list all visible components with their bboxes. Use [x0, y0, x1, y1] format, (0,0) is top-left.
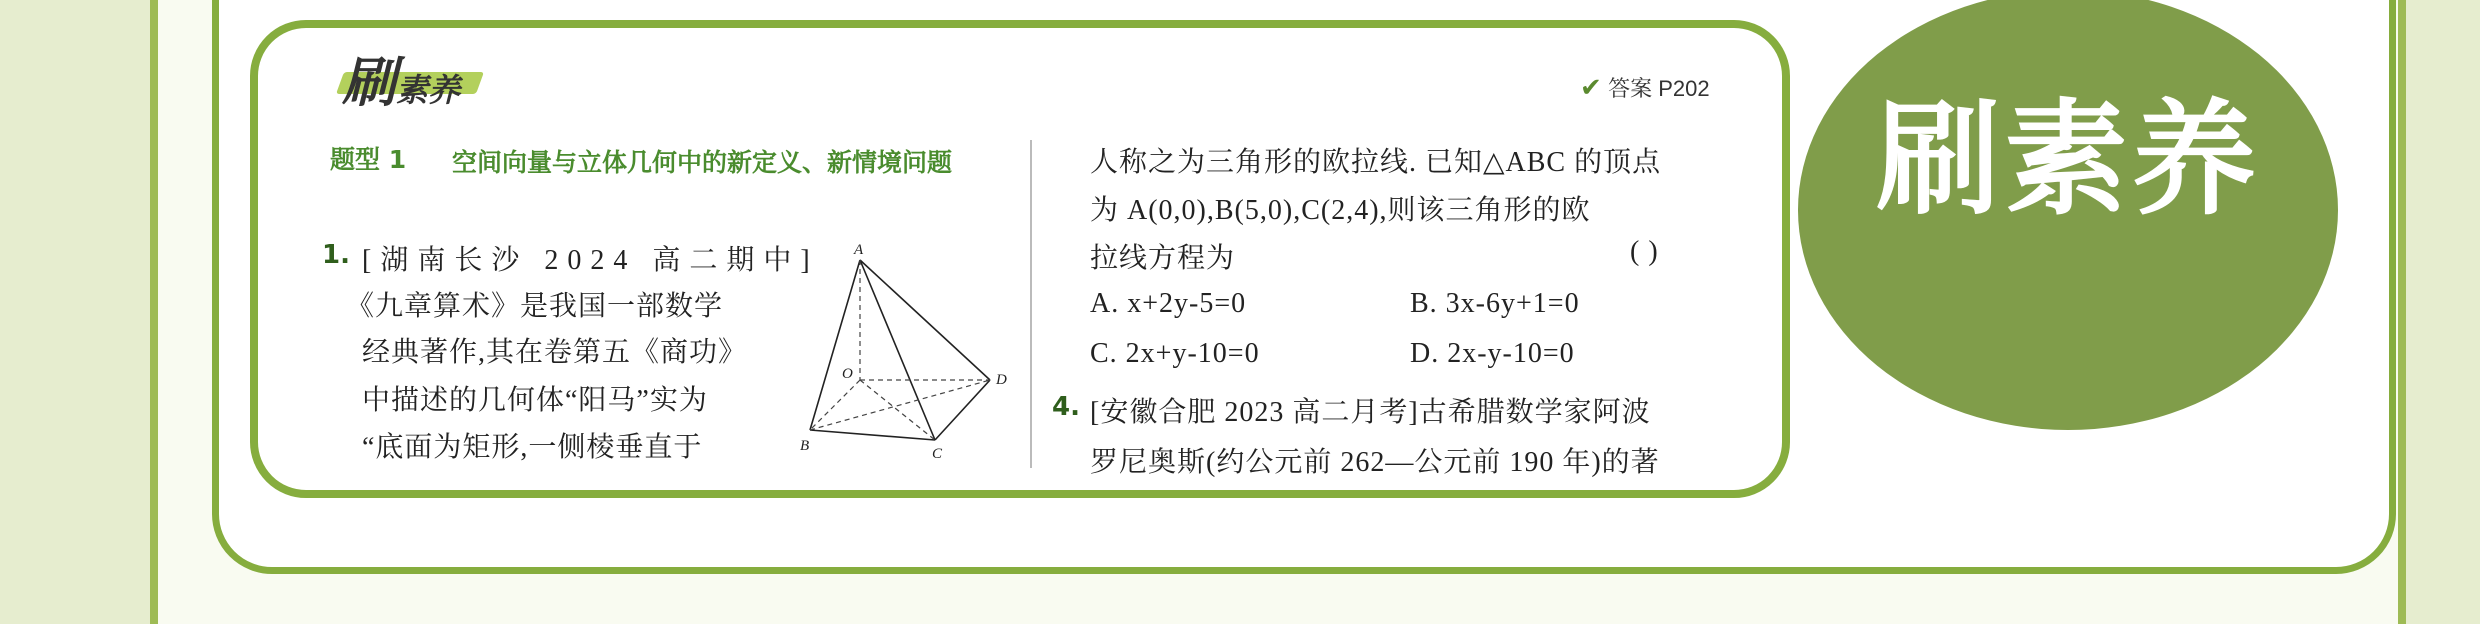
- section-title: [342, 40, 460, 117]
- label-C: C: [932, 446, 943, 460]
- label-O: O: [842, 366, 853, 382]
- right-margin: [2406, 0, 2480, 624]
- edge-BC: [810, 430, 935, 440]
- question-4-line: 罗尼奥斯(约公元前 262—公元前 190 年)的著: [1090, 447, 1660, 478]
- label-A: A: [854, 242, 864, 258]
- edge-CD: [935, 380, 990, 440]
- section-title-small: 素养: [396, 71, 461, 109]
- diagonal-OC: [860, 380, 935, 440]
- question-1-source: [湖南长沙 2024 高二期中]: [362, 245, 819, 276]
- left-margin: [0, 0, 150, 624]
- label-B: B: [800, 438, 810, 454]
- question-1-number: 1.: [322, 240, 350, 270]
- check-icon: ✔: [1580, 72, 1602, 102]
- diagonal-BD: [810, 380, 990, 430]
- edge-AD: [860, 260, 990, 380]
- topic-title: 空间向量与立体几何中的新定义、新情境问题: [452, 148, 953, 177]
- badge-title: 刷素养: [1875, 88, 2260, 232]
- option-a[interactable]: A. x+2y-5=0: [1090, 288, 1247, 319]
- topic-label: 题型 1: [330, 145, 407, 174]
- question-1-line: 《九章算术》是我国一部数学: [346, 291, 724, 322]
- question-3-line: 人称之为三角形的欧拉线. 已知△ABC 的顶点: [1090, 147, 1662, 178]
- answer-reference-label: 答案 P202: [1608, 76, 1710, 101]
- answer-blank: ( ): [1630, 236, 1659, 267]
- question-1-line: 中描述的几何体“阳马”实为: [362, 385, 708, 416]
- pyramid-figure: [800, 240, 1020, 460]
- question-3-line: 拉线方程为: [1090, 243, 1236, 274]
- edge-AB: [810, 260, 860, 430]
- question-4-line: [安徽合肥 2023 高二月考]古希腊数学家阿波: [1090, 397, 1651, 428]
- question-1-line: “底面为矩形,一侧棱垂直于: [362, 432, 703, 463]
- question-3-line: 为 A(0,0),B(5,0),C(2,4),则该三角形的欧: [1090, 195, 1591, 226]
- left-border-line: [150, 0, 158, 624]
- option-d[interactable]: D. 2x-y-10=0: [1410, 338, 1575, 369]
- column-divider: [1030, 140, 1032, 468]
- question-4-number: 4.: [1052, 392, 1080, 422]
- label-D: D: [996, 372, 1007, 388]
- section-title-big: 刷: [342, 51, 396, 114]
- right-border-line: [2398, 0, 2406, 624]
- answer-reference[interactable]: [1580, 72, 1710, 103]
- question-1-line: 经典著作,其在卷第五《商功》: [362, 337, 748, 368]
- option-b[interactable]: B. 3x-6y+1=0: [1410, 288, 1580, 319]
- option-c[interactable]: C. 2x+y-10=0: [1090, 338, 1260, 369]
